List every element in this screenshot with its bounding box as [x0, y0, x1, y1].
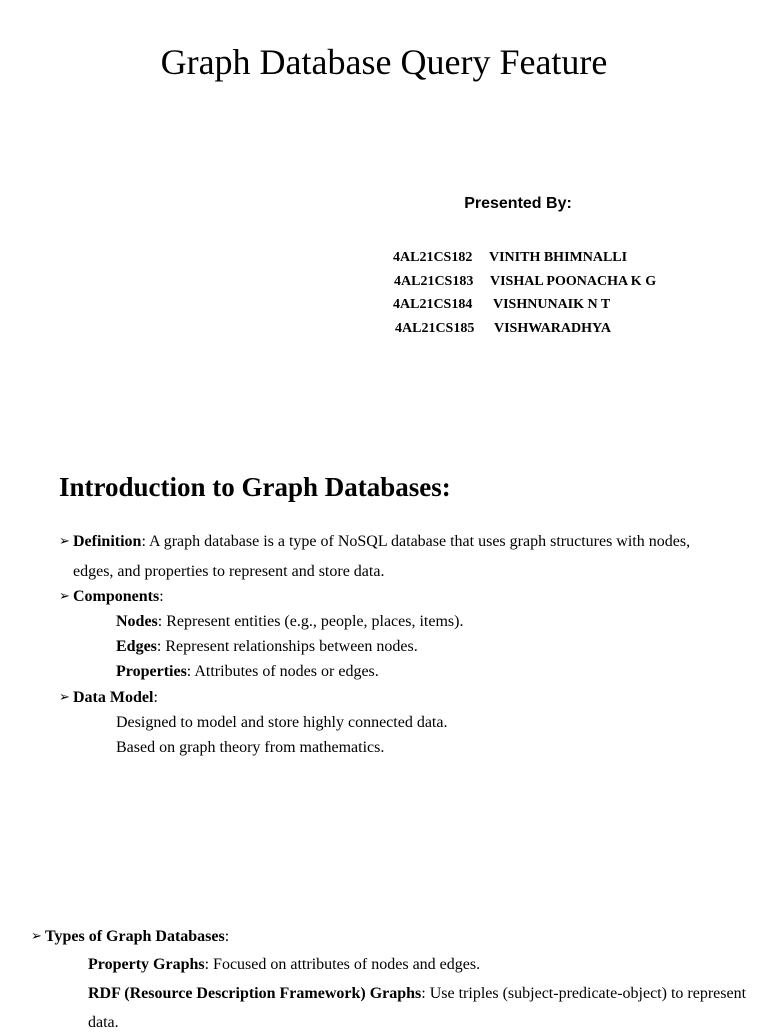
member-name: VISHWARADHYA [494, 321, 611, 336]
rdf-term: RDF (Resource Description Framework) Graphs [88, 985, 422, 1002]
member-id: 4AL21CS183 [394, 274, 474, 289]
types-line [45, 926, 229, 948]
component-text: : Represent relationships between nodes. [156, 638, 418, 655]
definition-text: : A graph database is a type of NoSQL database that uses graph structures with nodes, [141, 533, 691, 550]
bullet-arrow-icon: ➢ [59, 588, 70, 603]
data-model-item: Based on graph theory from mathematics. [116, 739, 385, 756]
types-term: Types of Graph Databases [45, 928, 225, 945]
member-id: 4AL21CS184 [393, 297, 473, 312]
definition-term: Definition [73, 533, 142, 550]
component-text: : Attributes of nodes or edges. [186, 663, 379, 680]
bullet-arrow-icon: ➢ [31, 928, 42, 943]
member-name: VISHAL POONACHA K G [490, 274, 657, 289]
definition-continuation: edges, and properties to represent and store data. [73, 563, 385, 580]
component-term: Nodes [116, 613, 158, 630]
property-graphs-text: : Focused on attributes of nodes and edges. [204, 956, 481, 973]
member-id: 4AL21CS182 [393, 250, 473, 265]
components-colon: : [159, 588, 164, 605]
member-name: VISHNUNAIK N T [493, 297, 611, 312]
presented-by-heading: Presented By: [464, 195, 572, 212]
rdf-line [88, 983, 746, 1005]
property-graphs-line [88, 954, 480, 976]
components-term: Components [73, 588, 160, 605]
data-model-line [73, 687, 158, 709]
intro-heading: Introduction to Graph Databases: [59, 472, 451, 502]
component-item [116, 636, 418, 658]
data-model-colon: : [153, 689, 158, 706]
component-item [116, 611, 463, 633]
rdf-continuation: data. [88, 1014, 119, 1031]
component-term: Edges [116, 638, 157, 655]
definition-line [73, 531, 690, 553]
component-text: : Represent entities (e.g., people, places, items). [157, 613, 464, 630]
rdf-text: : Use triples (subject-predicate-object) to represent [421, 985, 747, 1002]
bullet-arrow-icon: ➢ [59, 689, 70, 704]
document-title: Graph Database Query Feature [160, 42, 608, 82]
components-line [73, 586, 164, 608]
member-name: VINITH BHIMNALLI [489, 250, 628, 265]
member-id: 4AL21CS185 [395, 321, 475, 336]
data-model-term: Data Model [73, 689, 154, 706]
types-colon: : [224, 928, 230, 945]
component-term: Properties [116, 663, 187, 680]
data-model-item: Designed to model and store highly connected data. [116, 714, 448, 731]
property-graphs-term: Property Graphs [88, 956, 205, 973]
bullet-arrow-icon: ➢ [59, 533, 70, 548]
component-item [116, 661, 379, 683]
